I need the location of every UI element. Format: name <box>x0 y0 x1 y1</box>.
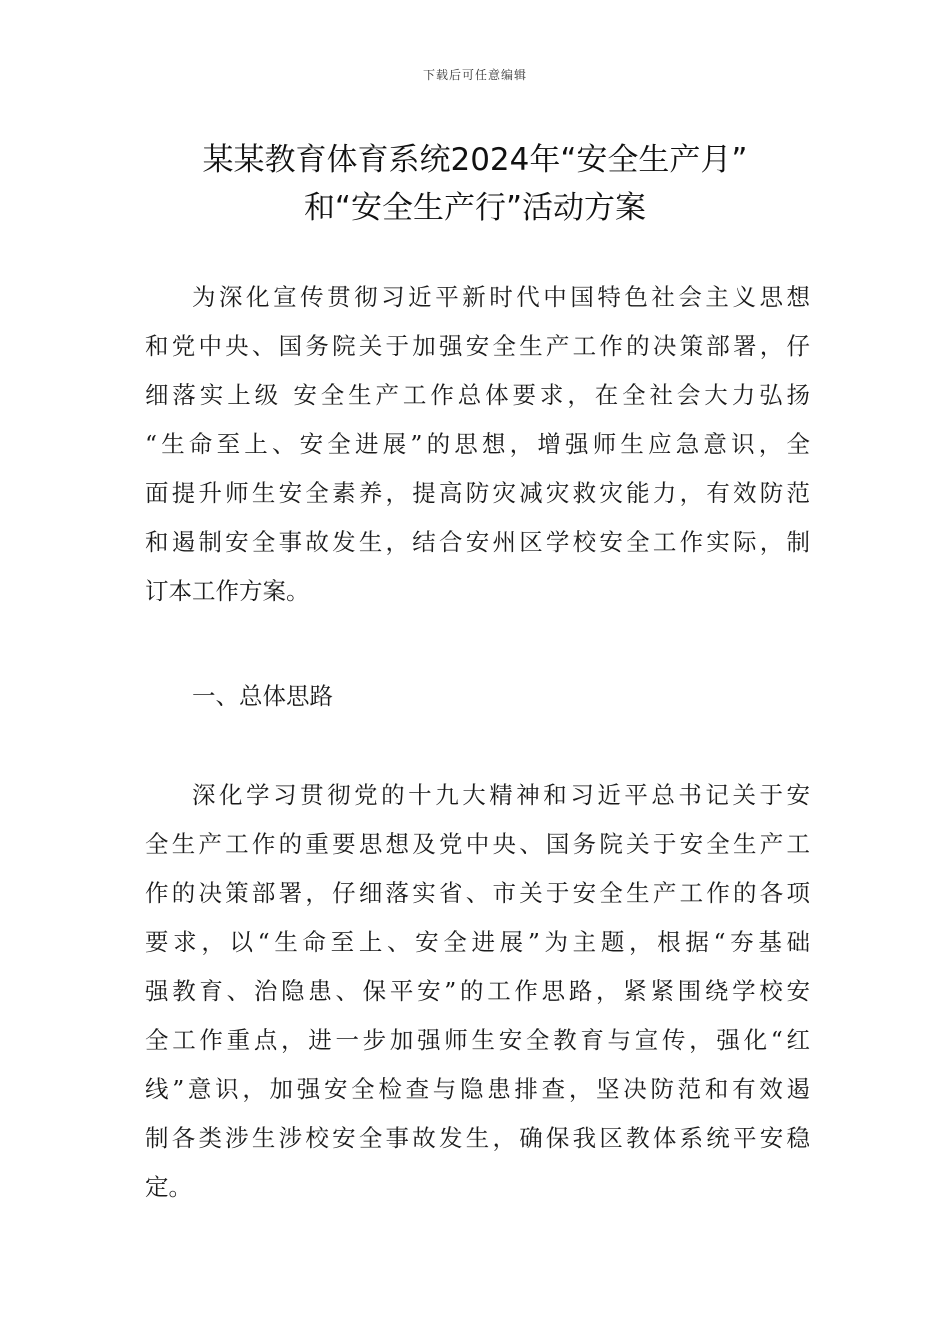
paragraph-line: 和遏制安全事故发生，结合安州区学校安全工作实际，制 <box>145 528 810 556</box>
intro-paragraph <box>145 273 810 616</box>
paragraph-line: 细落实上级 安全生产工作总体要求，在全社会大力弘扬 <box>145 381 810 409</box>
header-note: 下载后可任意编辑 <box>422 68 527 82</box>
paragraph-line: 强教育、治隐患、保平安”的工作思路，紧紧围绕学校安 <box>145 977 810 1005</box>
paragraph-line: 定。 <box>145 1173 192 1201</box>
paragraph-line: 为深化宣传贯彻习近平新时代中国特色社会主义思想 <box>192 283 810 311</box>
paragraph-line: 深化学习贯彻党的十九大精神和习近平总书记关于安 <box>192 781 810 809</box>
paragraph-line: 订本工作方案。 <box>145 577 310 605</box>
paragraph-line: 作的决策部署，仔细落实省、市关于安全生产工作的各项 <box>145 879 810 907</box>
paragraph-line: 和党中央、国务院关于加强安全生产工作的决策部署，仔 <box>145 332 810 360</box>
document-title-line-1: 某某教育体育系统2024年“安全生产月” <box>202 142 748 178</box>
section-heading <box>145 672 810 721</box>
paragraph-line: 面提升师生安全素养，提高防灾减灾救灾能力，有效防范 <box>145 479 810 507</box>
paragraph-line: 线”意识，加强安全检查与隐患排查，坚决防范和有效遏 <box>145 1075 810 1103</box>
section-body-paragraph <box>145 771 810 1212</box>
paragraph-line: “生命至上、安全进展”的思想，增强师生应急意识，全 <box>145 430 810 458</box>
section-heading-text: 一、总体思路 <box>192 682 333 710</box>
paragraph-line: 制各类涉生涉校安全事故发生，确保我区教体系统平安稳 <box>145 1124 810 1152</box>
document-title-line-2: 和“安全生产行”活动方案 <box>303 190 647 226</box>
paragraph-line: 全生产工作的重要思想及党中央、国务院关于安全生产工 <box>145 830 810 858</box>
paragraph-line: 要求，以“生命至上、安全进展”为主题，根据“夯基础 <box>145 928 810 956</box>
paragraph-line: 全工作重点，进一步加强师生安全教育与宣传，强化“红 <box>145 1026 810 1054</box>
